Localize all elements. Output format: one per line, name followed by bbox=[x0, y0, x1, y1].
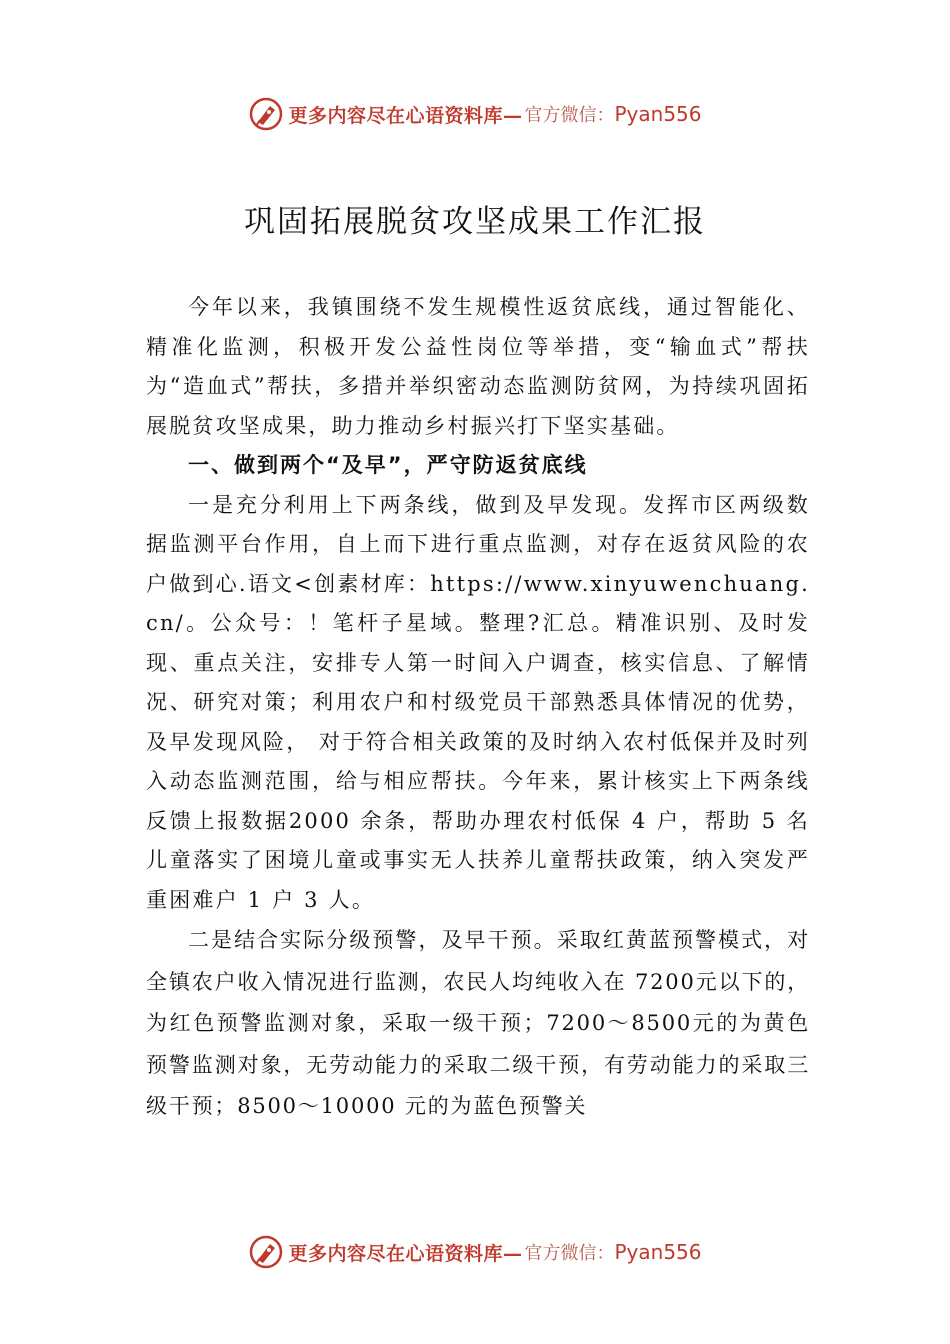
section-heading: 一、做到两个“及早”，严守防返贫底线 bbox=[188, 453, 588, 477]
intro-paragraph: 今年以来，我镇围绕不发生规模性返贫底线，通过智能化、精准化监测，积极开发公益性岗位等举措，变“输血式”帮扶为“造血式”帮扶，多措并举织密动态监测防贫网，为持续巩固拓展脱贫攻坚成果，助力推动乡村振兴打下坚实基础。 bbox=[146, 295, 810, 438]
banner-wechat-label: 官方微信： bbox=[524, 105, 615, 126]
header-watermark-banner bbox=[0, 94, 950, 134]
body-paragraph-2: 二是结合实际分级预警，及早干预。采取红黄蓝预警模式，对全镇农户收入情况进行监测，农民人均纯收入在 7200元以下的，为红色预警监测对象，采取一级干预；7200～8500元的为黄色预警监测对象，无劳动能力的采取二级干预，有劳动能力的采取三级干预；8500～10000 元的为蓝色预警关 bbox=[146, 928, 810, 1118]
document-body bbox=[146, 288, 810, 1128]
banner-wechat-id: Pyan556 bbox=[614, 102, 702, 126]
banner-wechat-id: Pyan556 bbox=[614, 1240, 702, 1264]
footer-watermark-banner bbox=[0, 1232, 950, 1272]
banner-text: 更多内容尽在心语资料库— bbox=[288, 104, 523, 127]
banner-wechat-label: 官方微信： bbox=[524, 1243, 615, 1264]
pen-nib-logo-icon bbox=[248, 1234, 284, 1270]
banner-text: 更多内容尽在心语资料库— bbox=[288, 1242, 523, 1265]
body-paragraph-1: 一是充分利用上下两条线，做到及早发现。发挥市区两级数据监测平台作用，自上而下进行重点监测，对存在返贫风险的农户做到心.语文<创素材库：https://www.xinyuwenchuang.cn/。公众号：！笔杆子星域。整理?汇总。精准识别、及时发现、重点关注，安排专人第一时间入户调查，核实信息、了解情况、研究对策；利用农户和村级党员干部熟悉具体情况的优势，及早发现风险， 对于符合相关政策的及时纳入农村低保并及时列入动态监测范围，给与相应帮扶。今年来，累计核实上下两条线反馈上报数据2000 余条，帮助办理农村低保 4 户，帮助 5 名儿童落实了困境儿童或事实无人扶养儿童帮扶政策，纳入突发严重困难户 1 户 3 人。 bbox=[146, 492, 810, 912]
document-title: 巩固拓展脱贫攻坚成果工作汇报 bbox=[244, 204, 706, 240]
pen-nib-logo-icon bbox=[248, 96, 284, 132]
